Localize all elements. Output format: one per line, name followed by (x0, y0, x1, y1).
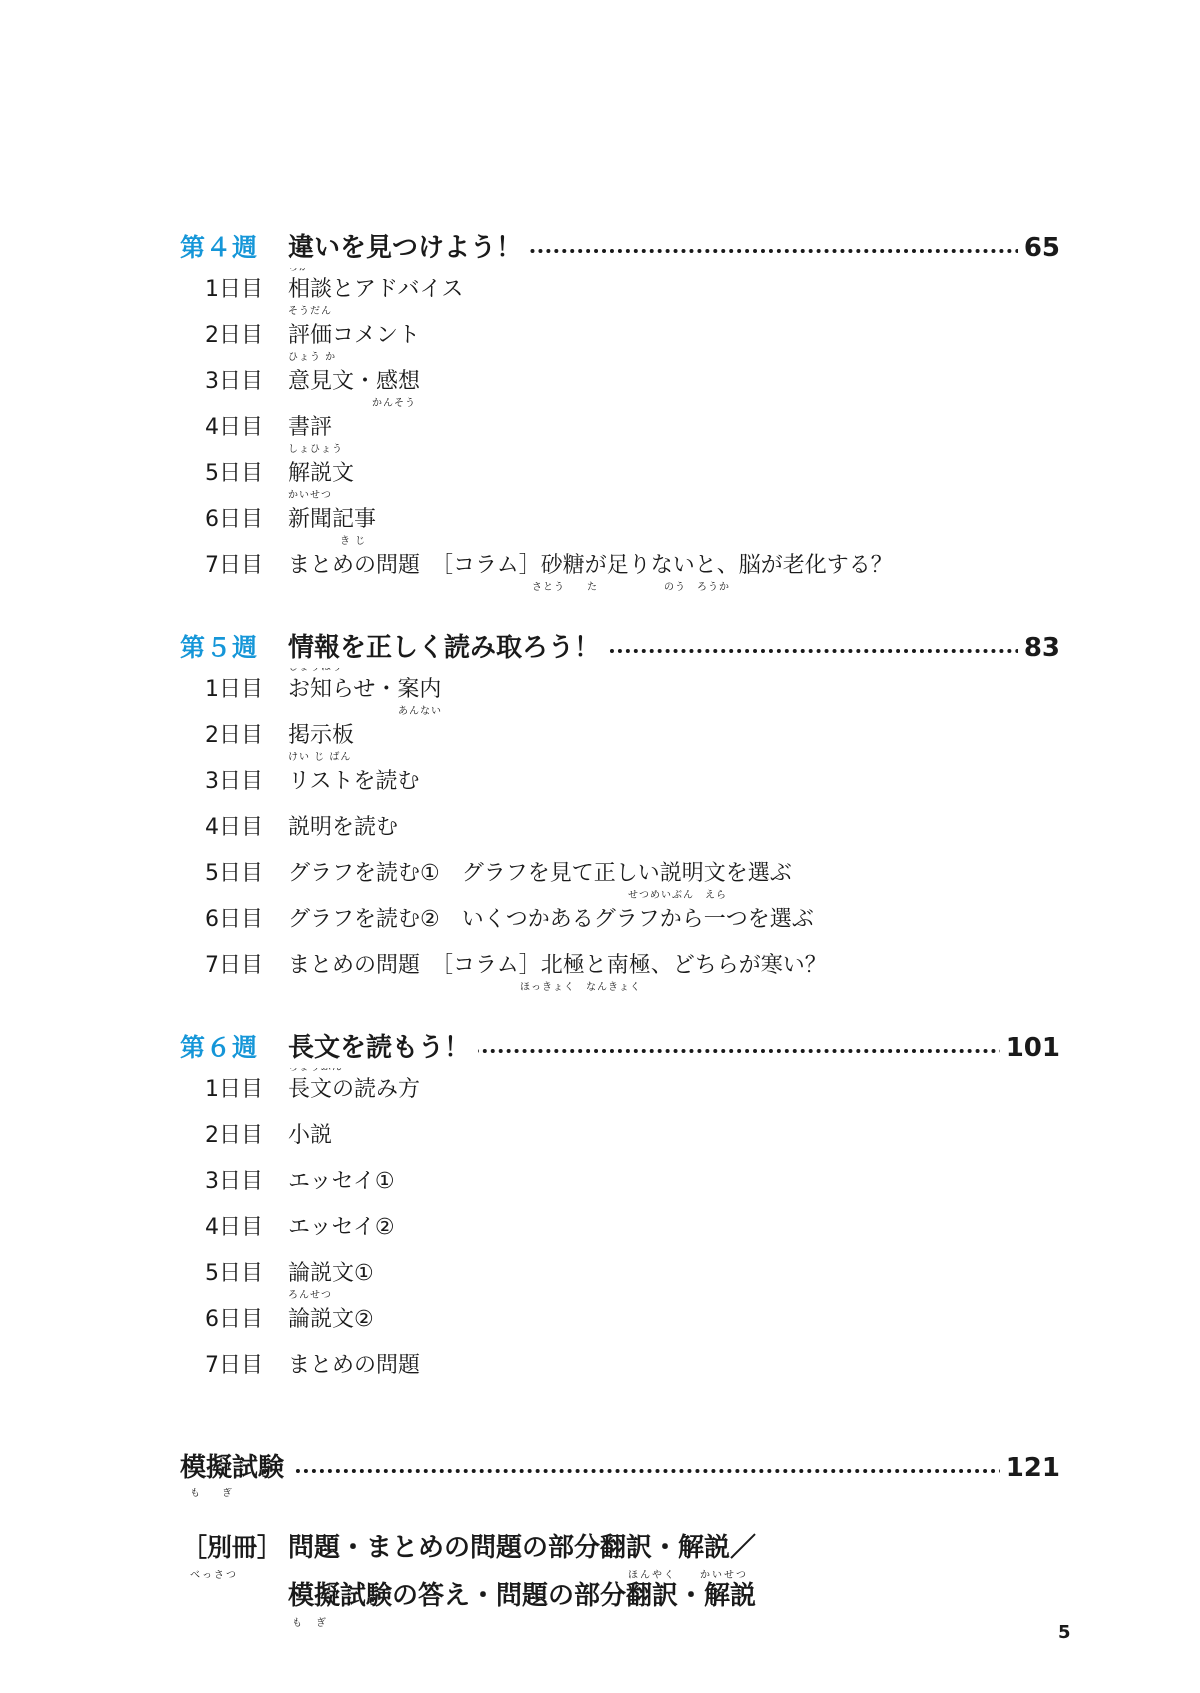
day-number: 7日目 (205, 553, 263, 578)
day-row[interactable] (0, 550, 1200, 596)
page-number: 5 (1058, 1622, 1071, 1643)
mock-exam-entry[interactable] (0, 1448, 1200, 1499)
day-title-ruby: しょひょう (288, 444, 343, 455)
day-row[interactable] (0, 366, 1200, 412)
day-number: 1日目 (205, 677, 263, 702)
day-number: 1日目 (205, 277, 263, 302)
day-number: 3日目 (205, 769, 263, 794)
day-row[interactable] (0, 458, 1200, 504)
mock-exam-page-number[interactable]: 121 (1000, 1448, 1060, 1488)
day-row[interactable] (0, 1166, 1200, 1212)
week-page-number[interactable]: 101 (1000, 1028, 1060, 1068)
week-section-5 (0, 628, 1200, 996)
mock-exam-title[interactable]: 模擬試験 (180, 1448, 292, 1488)
day-title: 説明を読む (288, 815, 399, 840)
day-row[interactable] (0, 1120, 1200, 1166)
day-row[interactable] (0, 904, 1200, 950)
day-title: 意見文・感想 (288, 369, 421, 394)
day-number: 4日目 (205, 1215, 263, 1240)
day-number: 5日目 (205, 1261, 263, 1286)
day-title-ruby: き じ (340, 536, 367, 547)
mock-exam-ruby: もぎ (190, 1488, 254, 1499)
day-title: グラフを読む② いくつかあるグラフから一つを選ぶ (288, 907, 814, 932)
day-number: 7日目 (205, 1353, 263, 1378)
day-title-ruby: あんない (398, 706, 442, 717)
day-number: 2日目 (205, 323, 263, 348)
separate-volume-line-2-ruby: も ぎ (292, 1618, 328, 1629)
separate-volume-label: ［別冊］ (182, 1533, 283, 1562)
week-page-number[interactable]: 83 (1018, 628, 1060, 668)
day-title: 小説 (288, 1123, 333, 1148)
day-row[interactable] (0, 1074, 1200, 1120)
day-title-ruby: ひょう か (288, 352, 337, 363)
day-title: まとめの問題 ［コラム］砂糖が足りないと、脳が老化する？ (288, 553, 893, 578)
day-number: 2日目 (205, 1123, 263, 1148)
day-number: 6日目 (205, 507, 263, 532)
day-title-ruby: けい じ ばん (288, 752, 352, 763)
week-page-number[interactable]: 65 (1018, 228, 1060, 268)
day-title: 論説文② (288, 1307, 374, 1332)
day-title: グラフを読む① グラフを見て正しい説明文を選ぶ (288, 861, 792, 886)
separate-volume-line-1-ruby: ほんやく かいせつ (628, 1570, 748, 1581)
day-title: 相談とアドバイス (288, 277, 464, 302)
day-row[interactable] (0, 766, 1200, 812)
dot-leader (240, 1469, 1060, 1473)
day-title: 新聞記事 (288, 507, 377, 532)
day-row[interactable] (0, 1212, 1200, 1258)
day-row[interactable] (0, 674, 1200, 720)
day-title: 書評 (288, 415, 333, 440)
day-title: 論説文① (288, 1261, 374, 1286)
day-row[interactable] (0, 504, 1200, 550)
day-title: エッセイ② (288, 1215, 395, 1240)
day-number: 4日目 (205, 815, 263, 840)
day-title: 評価コメント (288, 323, 421, 348)
day-title: エッセイ① (288, 1169, 395, 1194)
day-title-ruby: かいせつ (288, 490, 332, 501)
day-row[interactable] (0, 950, 1200, 996)
day-row[interactable] (0, 412, 1200, 458)
separate-volume-label-ruby: べっさつ (190, 1570, 238, 1581)
separate-volume-line-1: 問題・まとめの問題の部分翻訳・解説／ (288, 1533, 757, 1563)
week-label: 第４週 (180, 233, 259, 262)
day-title-ruby: さとう た のう ろうか (532, 582, 730, 593)
separate-volume-line-2: 模擬試験の答え・問題の部分翻訳・解説 (288, 1581, 757, 1611)
day-number: 1日目 (205, 1077, 263, 1102)
day-row[interactable] (0, 1258, 1200, 1304)
day-number: 7日目 (205, 953, 263, 978)
day-title: まとめの問題 (288, 1353, 421, 1378)
day-number: 6日目 (205, 907, 263, 932)
week-header (0, 628, 1200, 674)
week-title[interactable]: 情報を正しく読み取ろう！ (288, 628, 608, 668)
week-title[interactable]: 違いを見つけよう！ (288, 228, 530, 268)
day-title-ruby: せつめいぶん えら (628, 890, 727, 901)
day-row[interactable] (0, 1304, 1200, 1350)
day-title: リストを読む (288, 769, 420, 794)
week-section-6 (0, 1028, 1200, 1396)
day-title-ruby: ろんせつ (288, 1290, 332, 1301)
day-number: 5日目 (205, 861, 263, 886)
day-title: まとめの問題 ［コラム］北極と南極、どちらが寒い？ (288, 953, 827, 978)
day-row[interactable] (0, 1350, 1200, 1396)
day-number: 4日目 (205, 415, 263, 440)
day-title-ruby: かんそう (372, 398, 416, 409)
day-number: 3日目 (205, 369, 263, 394)
day-title: 解説文 (288, 461, 355, 486)
week-title[interactable]: 長文を読もう！ (288, 1028, 478, 1068)
week-label: 第５週 (180, 633, 259, 662)
day-title-ruby: そうだん (288, 306, 332, 317)
day-title: お知らせ・案内 (288, 677, 442, 702)
day-row[interactable] (0, 274, 1200, 320)
day-number: 6日目 (205, 1307, 263, 1332)
day-title: 長文の読み方 (288, 1077, 421, 1102)
day-row[interactable] (0, 720, 1200, 766)
day-title-ruby: ほっきょく なんきょく (520, 982, 641, 993)
day-title: 掲示板 (288, 723, 355, 748)
week-header (0, 1028, 1200, 1074)
day-row[interactable] (0, 858, 1200, 904)
week-label: 第６週 (180, 1033, 259, 1062)
day-number: 5日目 (205, 461, 263, 486)
day-number: 2日目 (205, 723, 263, 748)
day-row[interactable] (0, 812, 1200, 858)
day-row[interactable] (0, 320, 1200, 366)
day-number: 3日目 (205, 1169, 263, 1194)
week-section-4 (0, 228, 1200, 596)
week-header (0, 228, 1200, 274)
